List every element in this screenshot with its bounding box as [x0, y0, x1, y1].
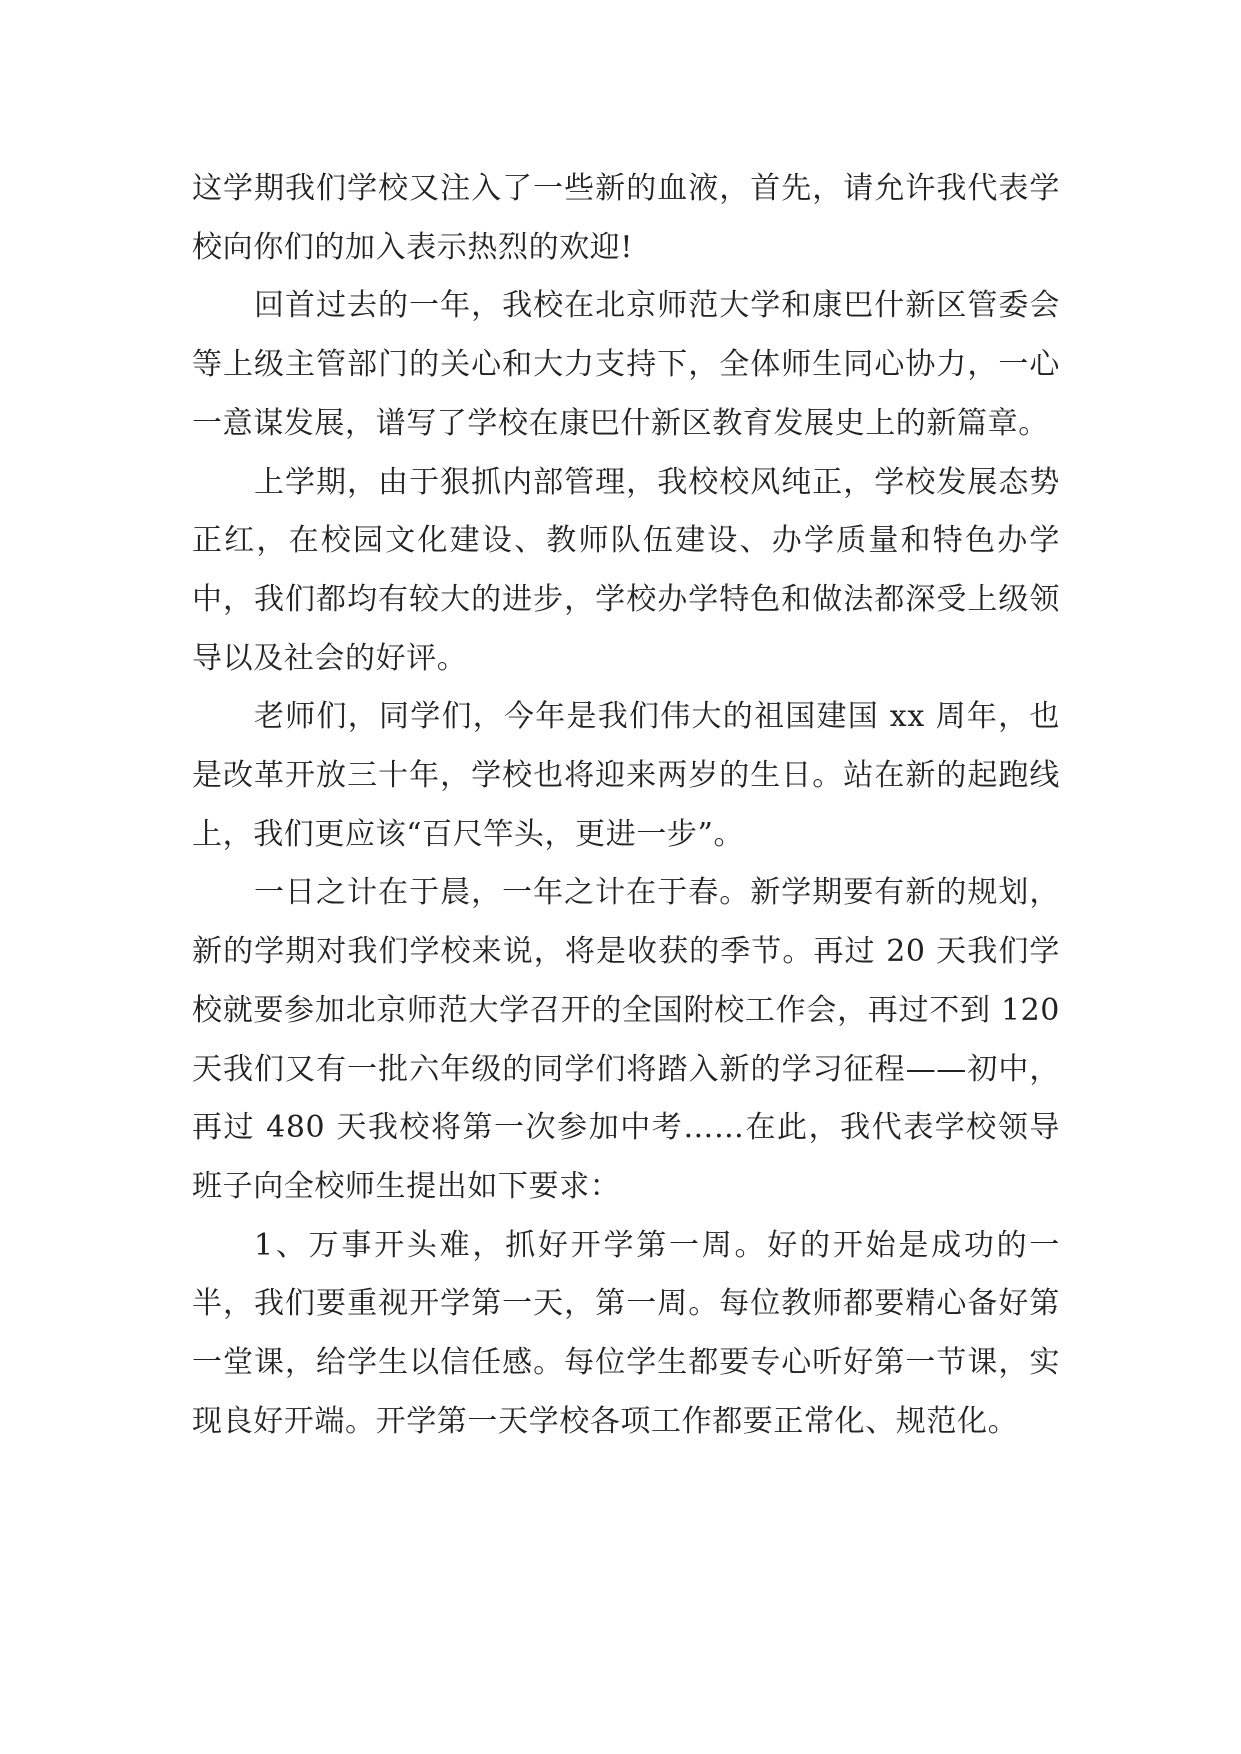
paragraph-review: 回首过去的一年，我校在北京师范大学和康巴什新区管委会等上级主管部门的关心和大力支持下，全体师生同心协力，一心一意谋发展，谱写了学校在康巴什新区教育发展史上的新篇章。 — [192, 288, 1060, 441]
paragraph-new-semester: 一日之计在于晨，一年之计在于春。新学期要有新的规划，新的学期对我们学校来说，将是收获的季节。再过 20 天我们学校就要参加北京师范大学召开的全国附校工作会，再过不到 120 天我们又有一批六年级的同学们将踏入新的学习征程——初中，再过 480 天我校将第一次参加中考……在此，我代表学校领导班子向全校师生提出如下要求： — [192, 875, 1060, 1204]
paragraph-last-semester: 上学期，由于狠抓内部管理，我校校风纯正，学校发展态势正红，在校园文化建设、教师队伍建设、办学质量和特色办学中，我们都均有较大的进步，学校办学特色和做法都深受上级领导以及社会的好评。 — [192, 464, 1060, 676]
document-body — [192, 160, 1060, 1451]
paragraph-welcome: 这学期我们学校又注入了一些新的血液，首先，请允许我代表学校向你们的加入表示热烈的欢迎! — [192, 171, 1060, 265]
paragraph-requirement-1: 1、万事开头难，抓好开学第一周。好的开始是成功的一半，我们要重视开学第一天，第一周。每位教师都要精心备好第一堂课，给学生以信任感。每位学生都要专心听好第一节课，实现良好开端。开学第一天学校各项工作都要正常化、规范化。 — [192, 1227, 1060, 1439]
paragraph-anniversary: 老师们，同学们，今年是我们伟大的祖国建国 xx 周年，也是改革开放三十年，学校也将迎来两岁的生日。站在新的起跑线上，我们更应该“百尺竿头，更进一步”。 — [192, 699, 1060, 852]
